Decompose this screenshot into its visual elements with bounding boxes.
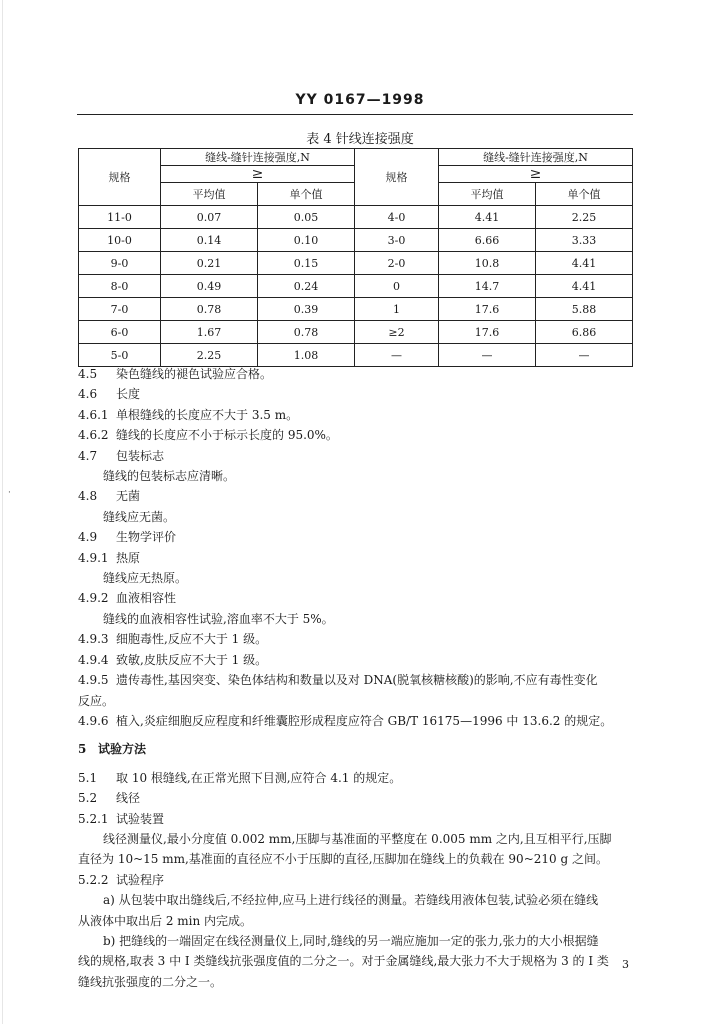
table-cell-single2: 3.33 (536, 229, 633, 252)
header-rule (77, 114, 633, 115)
table-cell-avg2: 17.6 (439, 321, 536, 344)
clause-text: 试验程序 (116, 872, 165, 887)
text-line (78, 788, 638, 808)
clause-text: 生物学评价 (116, 530, 177, 545)
table-cell-avg2: 10.8 (439, 252, 536, 275)
clause-number: 5.2 (78, 791, 98, 806)
table-cell-avg1: 0.14 (161, 229, 258, 252)
table-cell-single1: 1.08 (258, 344, 355, 367)
clause-number: 4.7 (78, 448, 98, 463)
text-line (78, 425, 638, 445)
spec-header-left: 规格 (79, 149, 161, 206)
table-row (79, 229, 633, 252)
table-cell-spec2: 4-0 (355, 206, 439, 229)
clause-number: 4.9.4 (78, 652, 109, 667)
text-line (78, 691, 638, 711)
text-line (78, 849, 638, 869)
table-cell-spec1: 5-0 (79, 344, 161, 367)
table-cell-avg1: 0.07 (161, 206, 258, 229)
text-line (78, 670, 638, 690)
strength-header-left: 缝线-缝针连接强度,N (161, 149, 355, 166)
single-header-left: 单个值 (258, 183, 355, 206)
table-cell-single2: 6.86 (536, 321, 633, 344)
table-cell-single2: 4.41 (536, 252, 633, 275)
table-cell-avg2: 6.66 (439, 229, 536, 252)
clause-number: 4.9.6 (78, 713, 109, 728)
margin-mark: · (8, 488, 11, 498)
table-cell-single1: 0.10 (258, 229, 355, 252)
text-line (78, 609, 638, 629)
table-row (79, 206, 633, 229)
text-line (78, 911, 638, 931)
table-cell-avg1: 0.21 (161, 252, 258, 275)
text-line (78, 711, 638, 731)
table-cell-spec2: 1 (355, 298, 439, 321)
text-line (78, 650, 638, 670)
table-cell-spec2: — (355, 344, 439, 367)
text-line (78, 768, 638, 788)
ge-symbol-right: ≥ (439, 166, 633, 183)
spec-header-right: 规格 (355, 149, 439, 206)
needle-thread-strength-table (78, 148, 633, 367)
clause-text: 单根缝线的长度应不大于 3.5 m。 (116, 407, 299, 422)
clause-number: 5.2.1 (78, 811, 109, 826)
table-cell-spec1: 10-0 (79, 229, 161, 252)
text-line (78, 466, 638, 486)
clause-text: 反应。 (78, 693, 115, 708)
text-line (78, 629, 638, 649)
text-line (78, 809, 638, 829)
table-cell-avg1: 0.78 (161, 298, 258, 321)
single-header-right: 单个值 (536, 183, 633, 206)
table-row (79, 321, 633, 344)
text-line (78, 972, 638, 992)
table-cell-single2: 5.88 (536, 298, 633, 321)
table-row (79, 275, 633, 298)
scan-edge (2, 0, 3, 1024)
clause-text: 线径测量仪,最小分度值 0.002 mm,压脚与基准面的平整度在 0.005 mm 之内,且互相平行,压脚 (103, 831, 612, 846)
clause-number: 5 (78, 742, 87, 757)
table-cell-spec1: 9-0 (79, 252, 161, 275)
clause-text: 无菌 (116, 489, 141, 504)
clause-number: 4.9 (78, 530, 98, 545)
clause-text: 染色缝线的褪色试验应合格。 (116, 367, 273, 381)
text-line (78, 829, 638, 849)
text-line (78, 507, 638, 527)
table-cell-spec2: 2-0 (355, 252, 439, 275)
clause-text: 致敏,皮肤反应不大于 1 级。 (116, 652, 268, 667)
table-cell-single2: 4.41 (536, 275, 633, 298)
clause-number: 5.2.2 (78, 872, 109, 887)
text-line (78, 446, 638, 466)
clause-number: 4.8 (78, 489, 98, 504)
clause-text: 试验方法 (98, 742, 147, 757)
clause-number: 4.9.1 (78, 550, 109, 565)
table-cell-single2: — (536, 344, 633, 367)
clause-text: 取 10 根缝线,在正常光照下目测,应符合 4.1 的规定。 (116, 770, 402, 785)
text-line (78, 568, 638, 588)
clause-text: 热原 (116, 550, 141, 565)
page-number: 3 (622, 958, 629, 971)
table-cell-single1: 0.24 (258, 275, 355, 298)
text-line (78, 739, 638, 759)
text-line (78, 588, 638, 608)
table-cell-spec1: 7-0 (79, 298, 161, 321)
clause-text: 从液体中取出后 2 min 内完成。 (78, 913, 253, 928)
table-cell-single1: 0.78 (258, 321, 355, 344)
clause-text: b) 把缝线的一端固定在线径测量仪上,同时,缝线的另一端应施加一定的张力,张力的大小根据缝 (103, 933, 599, 948)
clause-number: 5.1 (78, 770, 98, 785)
text-line (78, 951, 638, 971)
clause-number: 4.6 (78, 387, 98, 402)
body-text (78, 364, 638, 992)
clause-text: 缝线的血液相容性试验,溶血率不大于 5%。 (103, 611, 334, 626)
text-line (78, 548, 638, 568)
text-line (78, 486, 638, 506)
table-cell-spec2: 3-0 (355, 229, 439, 252)
clause-number: 4.6.1 (78, 407, 109, 422)
text-line (78, 931, 638, 951)
clause-text: 试验装置 (116, 811, 165, 826)
clause-number: 4.5 (78, 367, 98, 381)
table-cell-spec1: 6-0 (79, 321, 161, 344)
ge-symbol-left: ≥ (161, 166, 355, 183)
text-line (78, 405, 638, 425)
clause-text: a) 从包装中取出缝线后,不经拉伸,应马上进行线径的测量。若缝线用液体包装,试验必须在缝线 (103, 893, 599, 908)
table-cell-spec1: 11-0 (79, 206, 161, 229)
clause-number: 4.9.3 (78, 632, 109, 647)
table-cell-avg2: 14.7 (439, 275, 536, 298)
table-cell-avg2: 4.41 (439, 206, 536, 229)
table-cell-spec1: 8-0 (79, 275, 161, 298)
text-line (78, 527, 638, 547)
clause-text: 直径为 10~15 mm,基准面的直径应不小于压脚的直径,压脚加在缝线上的负载在 90~210 g 之间。 (78, 852, 608, 867)
clause-text: 线径 (116, 791, 141, 806)
text-line (78, 890, 638, 910)
table-cell-spec2: ≥2 (355, 321, 439, 344)
clause-text: 缝线抗张强度的二分之一。 (78, 974, 223, 989)
clause-text: 缝线应无菌。 (103, 509, 176, 524)
table-body (79, 206, 633, 367)
clause-text: 细胞毒性,反应不大于 1 级。 (116, 632, 268, 647)
avg-header-left: 平均值 (161, 183, 258, 206)
table-cell-single1: 0.15 (258, 252, 355, 275)
strength-header-right: 缝线-缝针连接强度,N (439, 149, 633, 166)
clause-text: 缝线的包装标志应清晰。 (103, 469, 236, 484)
clause-number: 4.9.5 (78, 673, 109, 688)
clause-number: 4.6.2 (78, 428, 109, 443)
text-line (78, 870, 638, 890)
table-title: 表 4 针线连接强度 (306, 132, 414, 147)
table-cell-avg1: 0.49 (161, 275, 258, 298)
table-cell-avg1: 2.25 (161, 344, 258, 367)
clause-text: 包装标志 (116, 448, 165, 463)
clause-text: 线的规格,取表 3 中 I 类缝线抗张强度值的二分之一。对于金属缝线,最大张力不大于规格为 3 的 I 类 (78, 954, 609, 969)
table-cell-single1: 0.39 (258, 298, 355, 321)
table-cell-spec2: 0 (355, 275, 439, 298)
table-cell-single1: 0.05 (258, 206, 355, 229)
clause-text: 血液相容性 (116, 591, 177, 606)
standard-number-header: YY 0167—1998 (295, 92, 425, 108)
table-cell-avg2: — (439, 344, 536, 367)
table-cell-avg1: 1.67 (161, 321, 258, 344)
clause-text: 缝线应无热原。 (103, 571, 188, 586)
clause-text: 缝线的长度应不小于标示长度的 95.0%。 (116, 428, 338, 443)
clause-text: 遗传毒性,基因突变、染色体结构和数量以及对 DNA(脱氧核糖核酸)的影响,不应有毒性变化 (116, 673, 598, 688)
table-row (79, 252, 633, 275)
table-row (79, 298, 633, 321)
clause-text: 长度 (116, 387, 141, 402)
table-cell-single2: 2.25 (536, 206, 633, 229)
table-cell-avg2: 17.6 (439, 298, 536, 321)
clause-number: 4.9.2 (78, 591, 109, 606)
text-line (78, 364, 638, 384)
avg-header-right: 平均值 (439, 183, 536, 206)
text-line (78, 384, 638, 404)
clause-text: 植入,炎症细胞反应程度和纤维囊腔形成程度应符合 GB/T 16175—1996 中 13.6.2 的规定。 (116, 713, 613, 728)
